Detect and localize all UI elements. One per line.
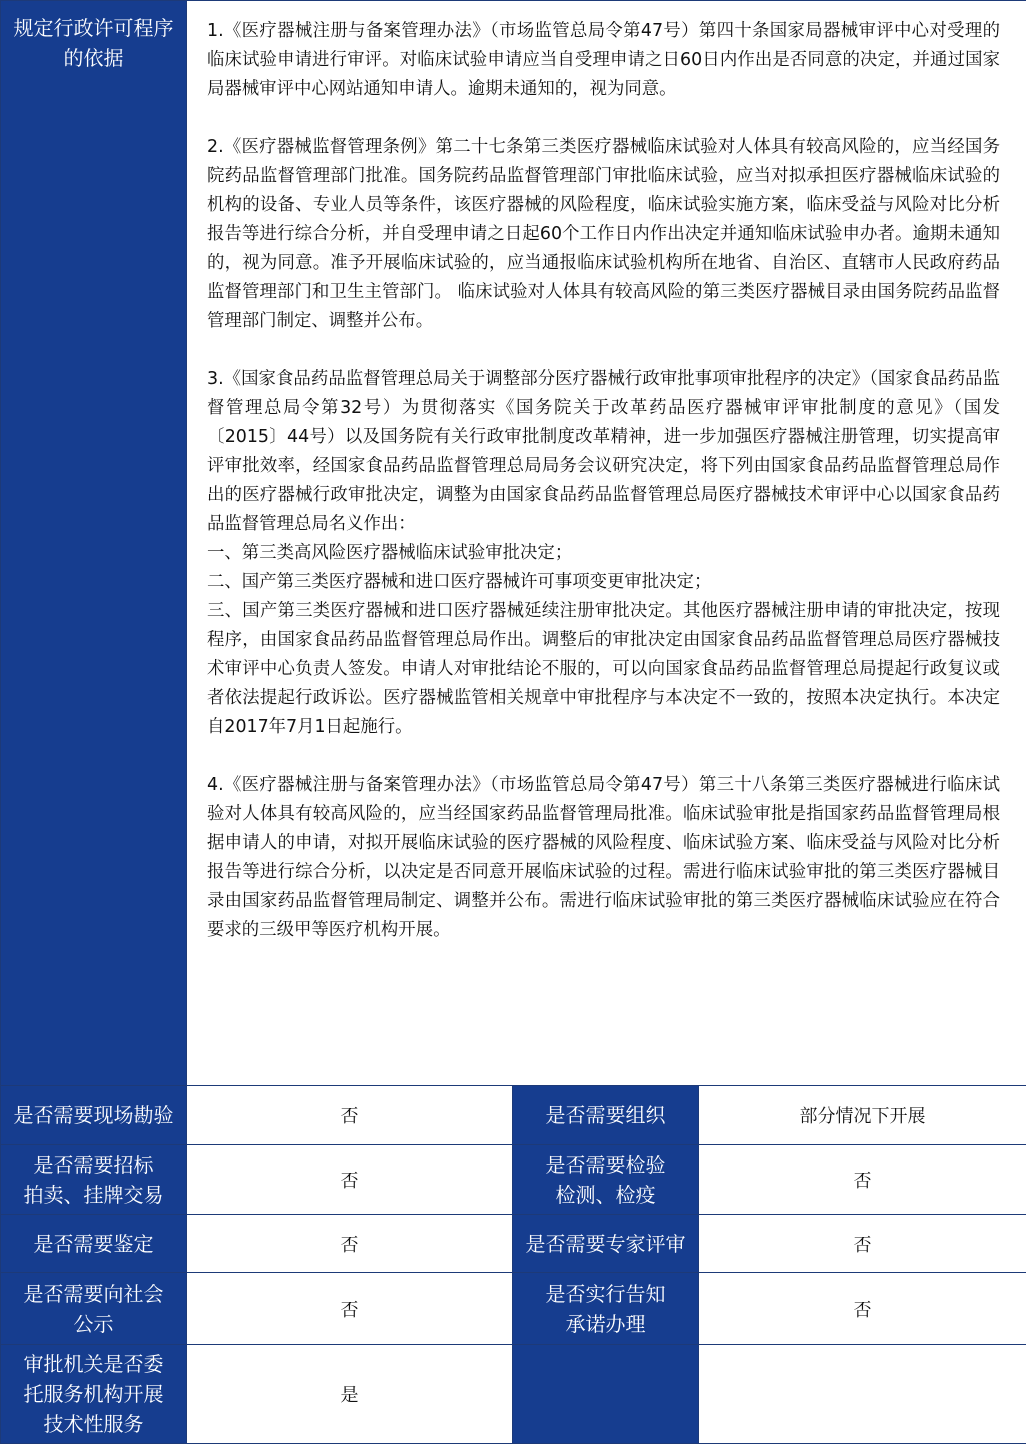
label-delegation: 审批机关是否委 托服务机构开展 技术性服务: [1, 1345, 187, 1444]
value-organize: 部分情况下开展: [699, 1086, 1026, 1145]
label-public-notice: 是否需要向社会 公示: [1, 1273, 187, 1345]
row-site-inspection: [1, 1086, 1026, 1145]
basis-paragraph-3-item-1: 一、第三类高风险医疗器械临床试验审批决定；: [207, 543, 573, 563]
value-testing: 否: [699, 1145, 1026, 1215]
row-delegation: [1, 1345, 1026, 1444]
basis-row: [1, 1, 1026, 1086]
basis-paragraph-2: 2.《医疗器械监督管理条例》第二十七条第三类医疗器械临床试验对人体具有较高风险的，应当经国务院药品监督管理部门批准。国务院药品监督管理部门审批临床试验，应当对拟承担医疗器械临床试验的机构的设备、专业人员等条件，该医疗器械的风险程度，临床试验实施方案，临床受益与风险对比分析报告等进行综合分析，并自受理申请之日起60个工作日内作出决定并通知临床试验申办者。逾期未通知的，视为同意。准予开展临床试验的，应当通报临床试验机构所在地省、自治区、直辖市人民政府药品监督管理部门和卫生主管部门。 临床试验对人体具有较高风险的第三类医疗器械目录由国务院药品监督管理部门制定、调整并公布。: [207, 137, 1001, 331]
row-bidding: [1, 1145, 1026, 1215]
label-appraisal: 是否需要鉴定: [1, 1215, 187, 1273]
label-testing: 是否需要检验 检测、检疫: [513, 1145, 699, 1215]
value-bidding: 否: [187, 1145, 513, 1215]
value-empty: [699, 1345, 1026, 1444]
row-appraisal: [1, 1215, 1026, 1273]
label-empty: [513, 1345, 699, 1444]
basis-content: [187, 1, 1026, 1086]
basis-paragraph-1: 1.《医疗器械注册与备案管理办法》（市场监管总局令第47号）第四十条国家局器械审评中心对受理的临床试验申请进行审评。对临床试验申请应当自受理申请之日60日内作出是否同意的决定，并通过国家局器械审评中心网站通知申请人。逾期未通知的，视为同意。: [207, 21, 1001, 99]
value-site-inspection: 否: [187, 1086, 513, 1145]
row-public-notice: [1, 1273, 1026, 1345]
basis-paragraph-4: 4.《医疗器械注册与备案管理办法》（市场监管总局令第47号）第三十八条第三类医疗器械进行临床试验对人体具有较高风险的，应当经国家药品监督管理局批准。临床试验审批是指国家药品监督管理局根据申请人的申请，对拟开展临床试验的医疗器械的风险程度、临床试验方案、临床受益与风险对比分析报告等进行综合分析，以决定是否同意开展临床试验的过程。需进行临床试验审批的第三类医疗器械目录由国家药品监督管理局制定、调整并公布。需进行临床试验审批的第三类医疗器械临床试验应在符合要求的三级甲等医疗机构开展。: [207, 775, 1001, 940]
value-expert-review: 否: [699, 1215, 1026, 1273]
label-notification-commitment: 是否实行告知 承诺办理: [513, 1273, 699, 1345]
value-delegation: 是: [187, 1345, 513, 1444]
label-expert-review: 是否需要专家评审: [513, 1215, 699, 1273]
label-organize: 是否需要组织: [513, 1086, 699, 1145]
basis-label: 规定行政许可程序的依据: [1, 1, 187, 1086]
basis-paragraph-3: 3.《国家食品药品监督管理总局关于调整部分医疗器械行政审批事项审批程序的决定》（国家食品药品监督管理总局令第32号）为贯彻落实《国务院关于改革药品医疗器械审评审批制度的意见》（国发〔2015〕44号）以及国务院有关行政审批制度改革精神，进一步加强医疗器械注册管理，切实提高审评审批效率，经国家食品药品监督管理总局局务会议研究决定，将下列由国家食品药品监督管理总局作出的医疗器械行政审批决定，调整为由国家食品药品监督管理总局医疗器械技术审评中心以国家食品药品监督管理总局名义作出：: [207, 369, 1001, 534]
basis-paragraph-3-item-2: 二、国产第三类医疗器械和进口医疗器械许可事项变更审批决定；: [207, 572, 712, 592]
label-bidding: 是否需要招标 拍卖、挂牌交易: [1, 1145, 187, 1215]
value-public-notice: 否: [187, 1273, 513, 1345]
value-notification-commitment: 否: [699, 1273, 1026, 1345]
basis-paragraph-3-item-3: 三、国产第三类医疗器械和进口医疗器械延续注册审批决定。其他医疗器械注册申请的审批决定，按现程序，由国家食品药品监督管理总局作出。调整后的审批决定由国家食品药品监督管理总局医疗器械技术审评中心负责人签发。申请人对审批结论不服的，可以向国家食品药品监督管理总局提起行政复议或者依法提起行政诉讼。医疗器械监管相关规章中审批程序与本决定不一致的，按照本决定执行。本决定自2017年7月1日起施行。: [207, 601, 1001, 737]
label-site-inspection: 是否需要现场勘验: [1, 1086, 187, 1145]
value-appraisal: 否: [187, 1215, 513, 1273]
